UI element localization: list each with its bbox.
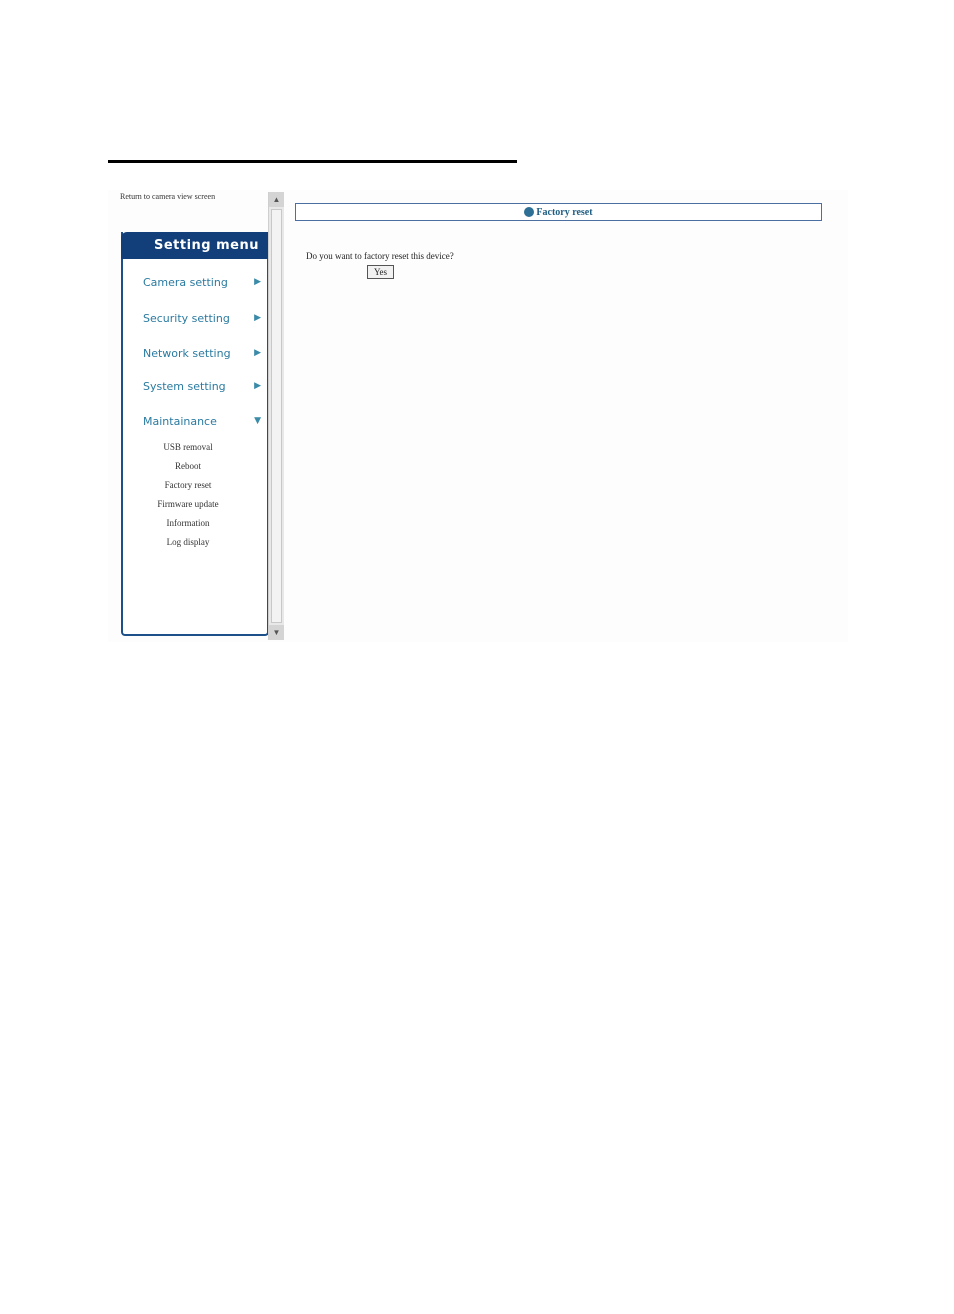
submenu-firmware-update[interactable]: Firmware update [157, 499, 219, 509]
page-title-bar [295, 203, 822, 221]
triangle-right-icon: ▶ [254, 348, 261, 358]
menu-item-maintainance[interactable] [143, 413, 265, 429]
camera-settings-screenshot [108, 190, 848, 642]
submenu-factory-reset[interactable]: Factory reset [164, 480, 212, 490]
menu-item-camera-setting[interactable] [143, 274, 265, 290]
menu-item-network-setting[interactable] [143, 345, 265, 361]
triangle-down-icon: ▼ [254, 416, 261, 426]
submenu-reboot[interactable]: Reboot [175, 461, 201, 471]
horizontal-rule [108, 160, 517, 163]
menu-item-label: Camera setting [143, 275, 228, 289]
submenu-information[interactable]: Information [166, 518, 210, 528]
setting-menu-panel [121, 232, 269, 636]
menu-item-security-setting[interactable] [143, 310, 265, 326]
menu-item-system-setting[interactable] [143, 378, 265, 394]
scroll-down-icon[interactable]: ▼ [269, 625, 284, 640]
menu-scrollbar[interactable] [268, 192, 284, 640]
yes-button[interactable]: Yes [367, 265, 394, 279]
scroll-up-icon[interactable]: ▲ [269, 192, 284, 207]
return-to-camera-view-link[interactable]: Return to camera view screen [120, 192, 216, 201]
page-title: Factory reset [536, 206, 593, 218]
menu-item-label: Security setting [143, 311, 230, 325]
menu-item-label: System setting [143, 379, 226, 393]
menu-item-label: Network setting [143, 346, 231, 360]
scroll-thumb[interactable] [271, 209, 282, 623]
menu-item-label: Maintainance [143, 414, 217, 428]
submenu-log-display[interactable]: Log display [166, 537, 210, 547]
triangle-right-icon: ▶ [254, 277, 261, 287]
factory-reset-question: Do you want to factory reset this device? [306, 251, 454, 261]
triangle-right-icon: ▶ [254, 381, 261, 391]
submenu-usb-removal[interactable]: USB removal [163, 442, 213, 452]
info-circle-icon [524, 207, 534, 217]
triangle-right-icon: ▶ [254, 313, 261, 323]
setting-menu-header: Setting menu [121, 232, 269, 259]
